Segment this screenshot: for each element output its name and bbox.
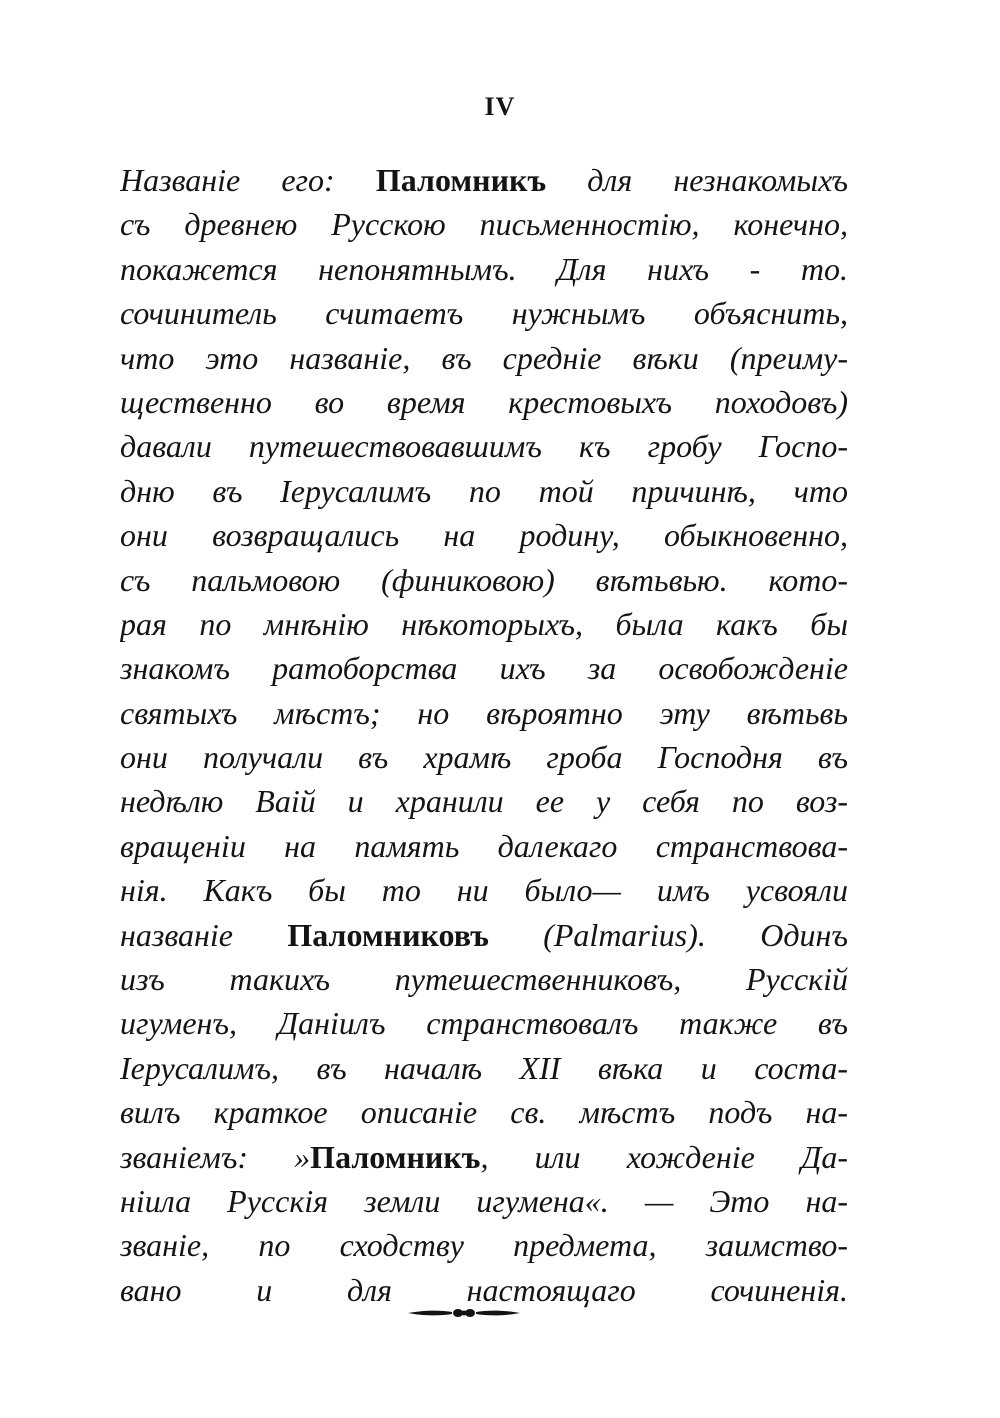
text-line bbox=[120, 1090, 848, 1134]
text-segment: изъ такихъ путешественниковъ, Русскiй bbox=[120, 961, 848, 998]
text-line bbox=[120, 779, 848, 823]
text-line bbox=[120, 913, 848, 957]
text-segment: щественно во время крестовыхъ походовъ) bbox=[120, 383, 848, 420]
text-segment: съ пальмовою (финиковою) вѣтьвью. кото- bbox=[120, 561, 848, 598]
text-line bbox=[120, 735, 848, 779]
text-segment: давали путешествовавшимъ къ гробу Госпо- bbox=[120, 428, 848, 465]
text-segment: вилъ краткое описанiе св. мѣстъ подъ на- bbox=[120, 1094, 848, 1131]
text-line bbox=[120, 202, 848, 246]
emphasized-word: Паломникъ bbox=[375, 162, 547, 198]
text-segment: , или хожденiе Да- bbox=[480, 1138, 848, 1175]
text-line bbox=[120, 1135, 848, 1179]
text-segment: они возвращались на родину, обыкновенно, bbox=[120, 517, 848, 554]
text-segment: званiе, по сходству предмета, заимство- bbox=[120, 1227, 848, 1264]
text-line bbox=[120, 646, 848, 690]
text-line bbox=[120, 424, 848, 468]
ornament-divider bbox=[404, 1302, 524, 1324]
text-segment: вано и для настоящаго сочиненiя. bbox=[120, 1271, 848, 1308]
text-line bbox=[120, 1001, 848, 1045]
text-segment: съ древнею Русскою письменностiю, конечно, bbox=[120, 206, 848, 243]
text-segment: покажется непонятнымъ. Для нихъ - то. bbox=[120, 250, 848, 287]
text-line bbox=[120, 469, 848, 513]
text-segment: дню въ Iерусалимъ по той причинѣ, что bbox=[120, 472, 848, 509]
text-segment: нiила Русскiя земли игумена«. — Это на- bbox=[120, 1182, 848, 1219]
text-line bbox=[120, 1046, 848, 1090]
text-segment: недѣлю Ваiй и хранили ее у себя по воз- bbox=[120, 783, 848, 820]
text-line bbox=[120, 158, 848, 202]
text-segment: (Palmarius). Одинъ bbox=[488, 916, 848, 953]
emphasized-word: Паломниковъ bbox=[287, 916, 489, 953]
text-line bbox=[120, 824, 848, 868]
text-line bbox=[120, 247, 848, 291]
text-line bbox=[120, 1179, 848, 1223]
text-segment: что это названiе, въ среднiе вѣки (преиму- bbox=[120, 339, 848, 376]
text-segment: вращенiи на память далекаго странствова- bbox=[120, 827, 848, 864]
text-line bbox=[120, 602, 848, 646]
text-segment: знакомъ ратоборства ихъ за освобожденiе bbox=[120, 650, 848, 687]
text-segment: сочинитель считаетъ нужнымъ объяснить, bbox=[120, 295, 848, 332]
text-line bbox=[120, 513, 848, 557]
body-text bbox=[120, 158, 848, 1312]
text-segment: названiе bbox=[120, 916, 288, 953]
text-segment: Iерусалимъ, въ началѣ XII вѣка и соста- bbox=[120, 1049, 848, 1086]
emphasized-word: Паломникъ bbox=[310, 1138, 481, 1175]
text-segment: святыхъ мѣстъ; но вѣроятно эту вѣтьвь bbox=[120, 694, 848, 731]
text-segment: нiя. Какъ бы то ни было— имъ усвояли bbox=[120, 872, 848, 909]
text-line bbox=[120, 291, 848, 335]
page-number: IV bbox=[484, 92, 516, 121]
text-line bbox=[120, 558, 848, 602]
text-line bbox=[120, 380, 848, 424]
text-segment: игуменъ, Данiилъ странствовалъ также въ bbox=[120, 1005, 848, 1042]
text-line bbox=[120, 1223, 848, 1267]
text-line bbox=[120, 957, 848, 1001]
text-segment: они получали въ храмѣ гроба Господня въ bbox=[120, 739, 848, 776]
text-segment: званiемъ: » bbox=[120, 1138, 311, 1175]
text-segment: рая по мнѣнiю нѣкоторыхъ, была какъ бы bbox=[120, 605, 848, 642]
text-line bbox=[120, 868, 848, 912]
text-segment: Названiе его: bbox=[120, 162, 376, 198]
text-line bbox=[120, 336, 848, 380]
text-segment: для незнакомыхъ bbox=[546, 162, 848, 198]
text-line bbox=[120, 691, 848, 735]
